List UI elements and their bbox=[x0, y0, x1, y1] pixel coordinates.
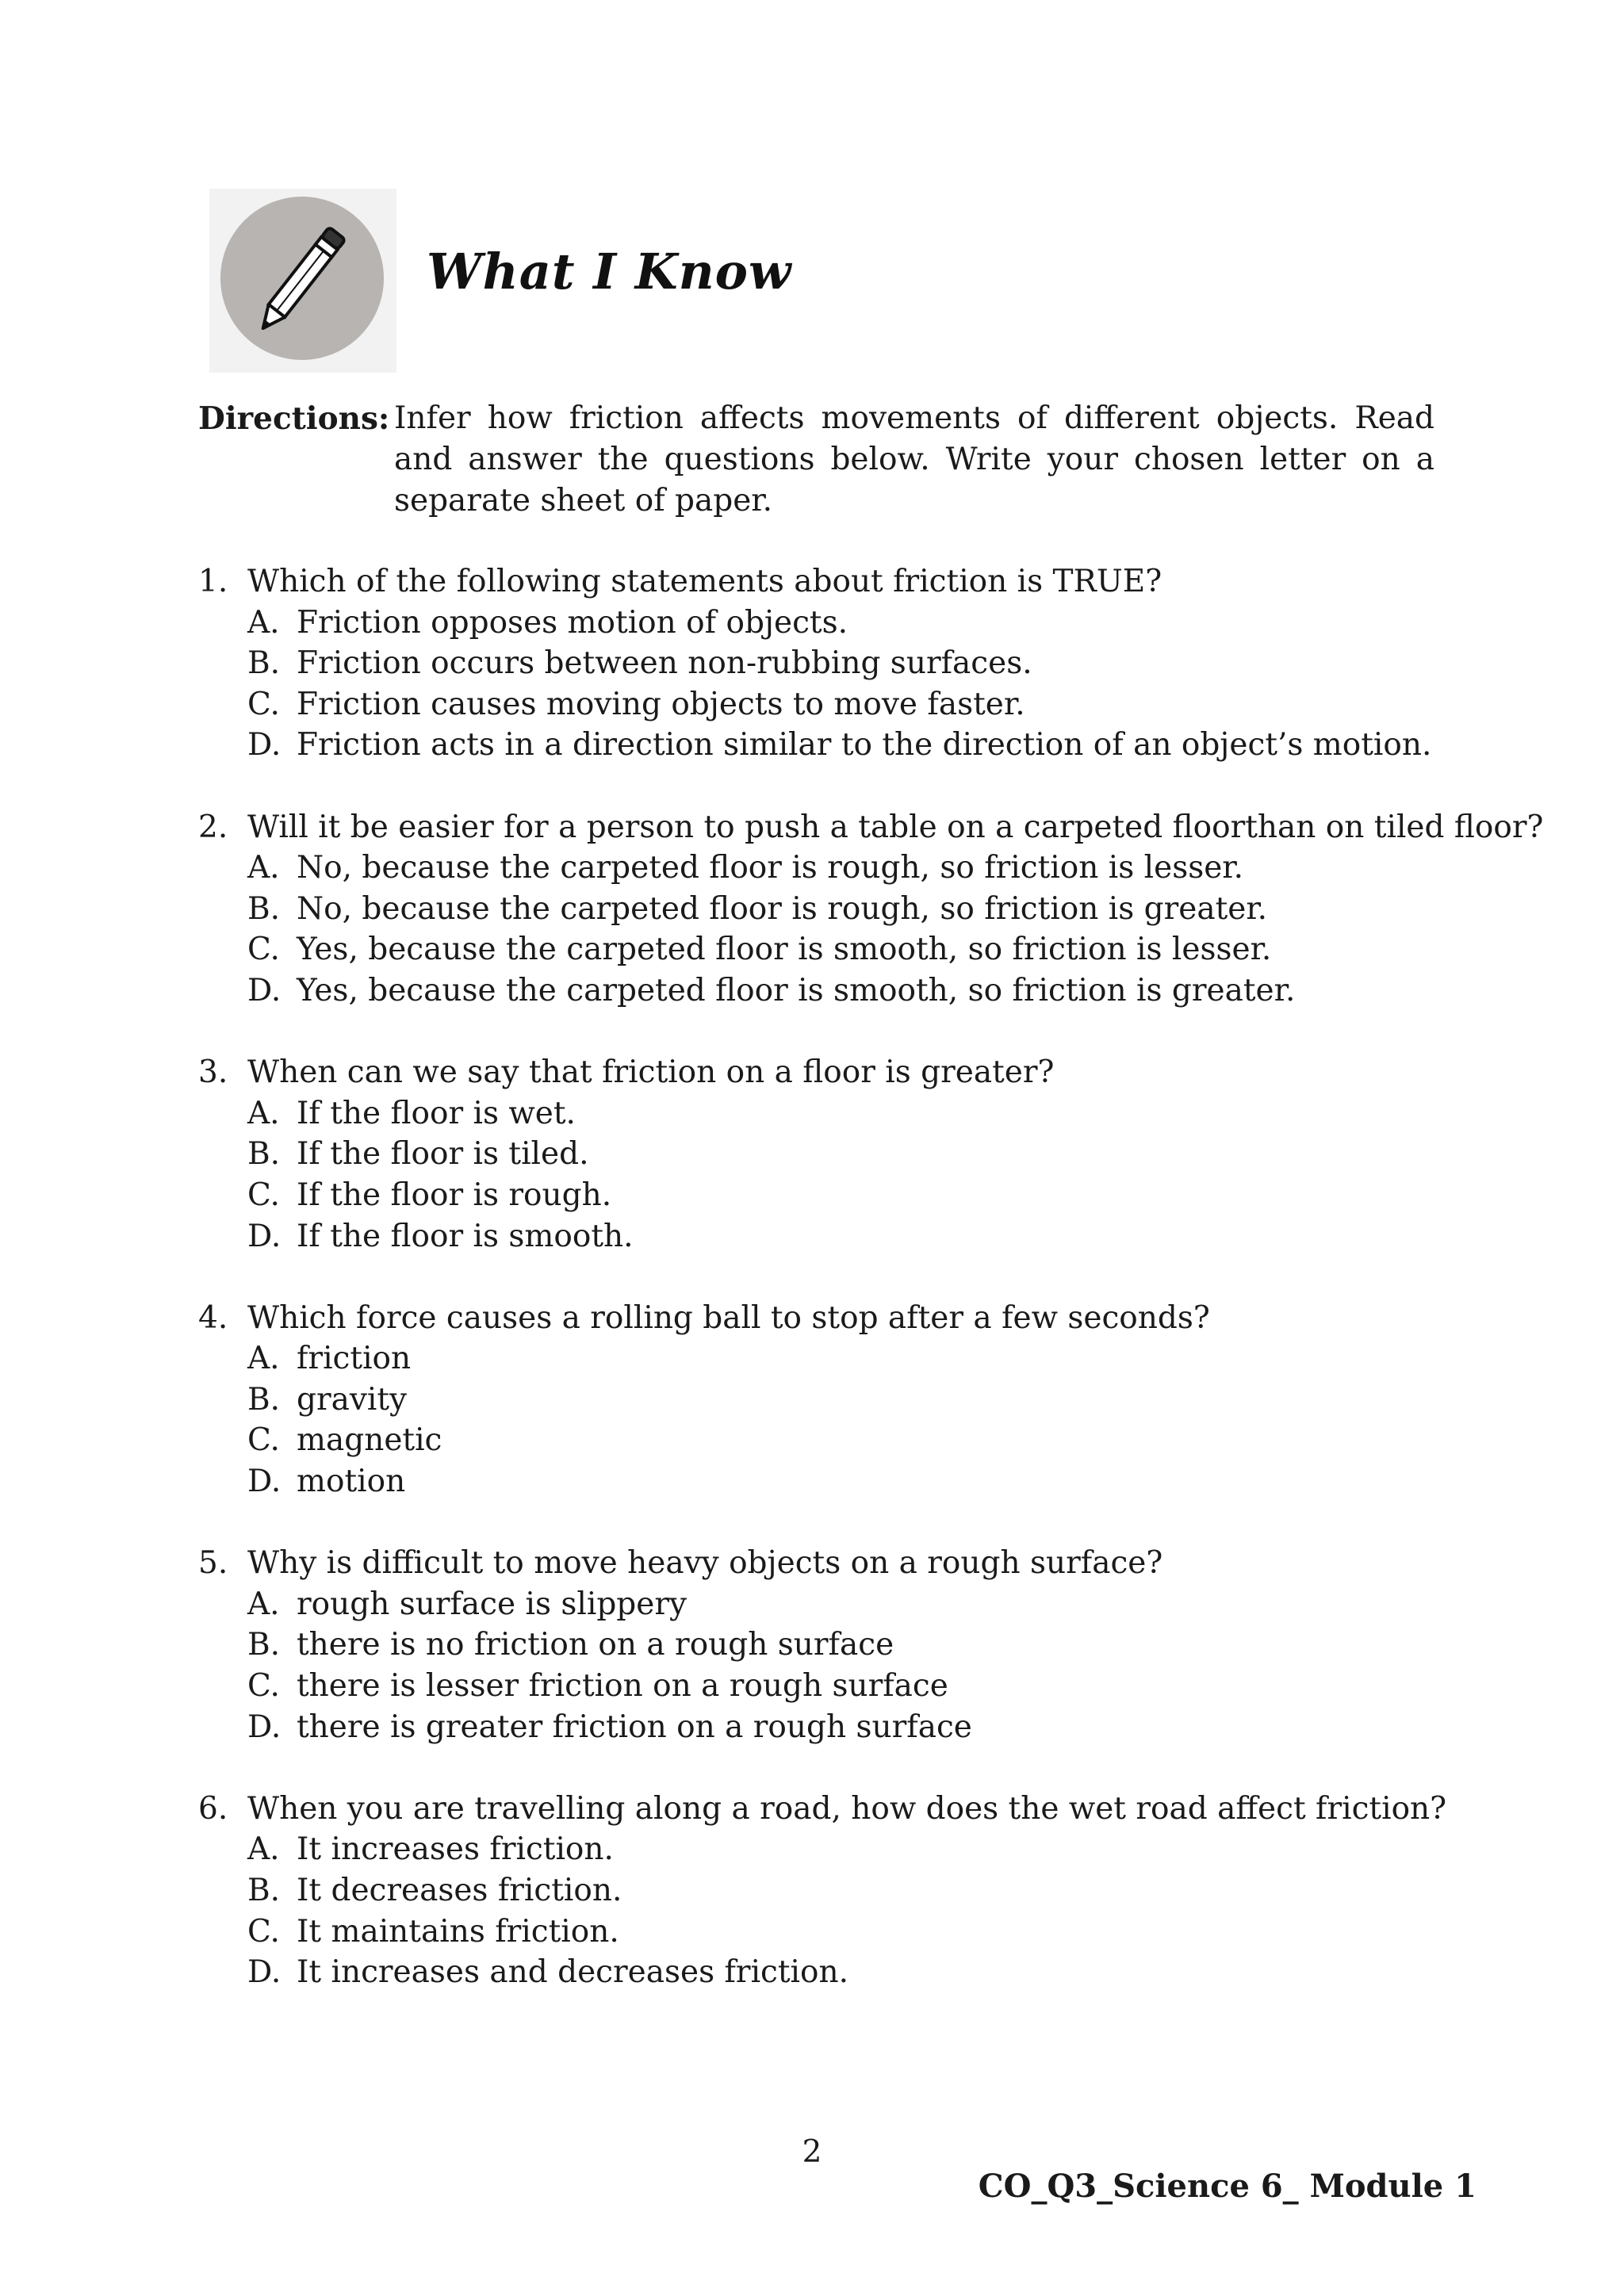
choice-letter: A. bbox=[247, 604, 280, 641]
choice-letter: D. bbox=[247, 1954, 282, 1991]
question-text: When can we say that friction on a floor is greater? bbox=[247, 1054, 1055, 1091]
question-number: 4. bbox=[198, 1299, 228, 1336]
question-number: 1. bbox=[198, 564, 228, 599]
choice-a bbox=[198, 1584, 1451, 1625]
choice-text: If the floor is tiled. bbox=[297, 1136, 589, 1173]
question-text: Which force causes a rolling ball to stop after a few seconds? bbox=[247, 1299, 1210, 1336]
choice-letter: C. bbox=[247, 932, 280, 968]
pencil-icon bbox=[220, 197, 384, 360]
choice-a bbox=[198, 1829, 1451, 1870]
module-code: CO_Q3_Science 6_ Module 1 bbox=[978, 2168, 1477, 2205]
question-list bbox=[198, 561, 1544, 2034]
choice-c bbox=[198, 1666, 1451, 1707]
directions-label: Directions: bbox=[198, 400, 390, 437]
choice-b bbox=[198, 1380, 1451, 1421]
choice-letter: D. bbox=[247, 972, 282, 1008]
choice-letter: B. bbox=[247, 1136, 281, 1173]
question-number: 5. bbox=[198, 1545, 228, 1582]
pencil-icon-badge bbox=[209, 189, 396, 373]
choice-a bbox=[198, 848, 1451, 889]
choice-letter: D. bbox=[247, 1218, 282, 1254]
choice-letter: C. bbox=[247, 686, 280, 722]
choice-letter: C. bbox=[247, 1422, 280, 1459]
choice-letter: A. bbox=[247, 1095, 280, 1131]
choice-b bbox=[198, 643, 1451, 684]
choice-c bbox=[198, 1175, 1451, 1216]
choice-letter: B. bbox=[247, 1873, 281, 1908]
page-number: 2 bbox=[802, 2134, 822, 2170]
choice-letter: D. bbox=[247, 1709, 282, 1745]
choice-text: friction bbox=[297, 1341, 412, 1377]
question-text: Will it be easier for a person to push a table on a carpeted floorthan on tiled floor? bbox=[247, 809, 1544, 845]
choice-text: It increases friction. bbox=[297, 1831, 614, 1868]
choice-d bbox=[198, 725, 1451, 766]
choice-letter: A. bbox=[247, 850, 280, 886]
choice-d bbox=[198, 1216, 1451, 1257]
choice-text: Friction opposes motion of objects. bbox=[297, 604, 848, 641]
choice-text: magnetic bbox=[297, 1422, 442, 1459]
choice-letter: A. bbox=[247, 1341, 280, 1377]
question-number: 2. bbox=[198, 809, 228, 845]
choice-b bbox=[198, 1134, 1451, 1175]
choice-c bbox=[198, 1420, 1451, 1461]
question-text: When you are travelling along a road, how does the wet road affect friction? bbox=[247, 1790, 1447, 1827]
choice-d bbox=[198, 1461, 1451, 1502]
question-text: Which of the following statements about friction is TRUE? bbox=[247, 564, 1162, 599]
choice-text: Yes, because the carpeted floor is smooth, so friction is lesser. bbox=[297, 932, 1272, 968]
choice-text: Friction acts in a direction similar to the direction of an object’s motion. bbox=[297, 727, 1432, 763]
choice-d bbox=[198, 970, 1451, 1012]
choice-text: No, because the carpeted floor is rough, so friction is lesser. bbox=[297, 850, 1244, 886]
question-6 bbox=[198, 1789, 1451, 1993]
choice-c bbox=[198, 684, 1451, 725]
question-2 bbox=[198, 807, 1544, 1012]
choice-letter: A. bbox=[247, 1586, 280, 1622]
question-3 bbox=[198, 1052, 1451, 1257]
question-5 bbox=[198, 1543, 1451, 1747]
choice-text: If the floor is smooth. bbox=[297, 1218, 634, 1254]
choice-b bbox=[198, 1870, 1451, 1911]
question-4 bbox=[198, 1298, 1451, 1502]
choice-c bbox=[198, 1911, 1451, 1953]
choice-letter: C. bbox=[247, 1177, 280, 1213]
choice-text: motion bbox=[297, 1464, 406, 1500]
choice-d bbox=[198, 1707, 1451, 1748]
choice-text: If the floor is wet. bbox=[297, 1095, 576, 1131]
choice-b bbox=[198, 889, 1451, 930]
choice-a bbox=[198, 1093, 1451, 1135]
choice-b bbox=[198, 1624, 1451, 1666]
choice-text: there is greater friction on a rough surface bbox=[297, 1709, 972, 1745]
choice-d bbox=[198, 1952, 1451, 1993]
choice-letter: B. bbox=[247, 1381, 281, 1418]
choice-text: It maintains friction. bbox=[297, 1913, 619, 1950]
choice-letter: C. bbox=[247, 1668, 280, 1705]
choice-letter: B. bbox=[247, 890, 281, 927]
question-number: 3. bbox=[198, 1054, 228, 1091]
question-number: 6. bbox=[198, 1790, 228, 1827]
choice-text: Friction causes moving objects to move faster. bbox=[297, 686, 1025, 722]
choice-a bbox=[198, 603, 1451, 644]
choice-text: Friction occurs between non-rubbing surfaces. bbox=[297, 645, 1032, 682]
choice-letter: D. bbox=[247, 727, 282, 763]
choice-text: No, because the carpeted floor is rough, so friction is greater. bbox=[297, 890, 1268, 927]
directions-block bbox=[198, 398, 1435, 522]
choice-letter: D. bbox=[247, 1464, 282, 1500]
question-text: Why is difficult to move heavy objects on a rough surface? bbox=[247, 1545, 1163, 1582]
choice-letter: A. bbox=[247, 1831, 280, 1868]
choice-text: Yes, because the carpeted floor is smooth, so friction is greater. bbox=[297, 972, 1296, 1008]
choice-letter: B. bbox=[247, 645, 281, 682]
section-title: What I Know bbox=[427, 243, 792, 300]
choice-text: there is lesser friction on a rough surface bbox=[297, 1668, 948, 1705]
directions-text: Infer how friction affects movements of different objects. Read and answer the questions below. Write your chosen letter on a separate sheet of paper. bbox=[394, 400, 1434, 519]
choice-letter: B. bbox=[247, 1627, 281, 1663]
choice-text: It increases and decreases friction. bbox=[297, 1954, 849, 1991]
choice-text: rough surface is slippery bbox=[297, 1586, 688, 1622]
choice-letter: C. bbox=[247, 1913, 280, 1950]
choice-a bbox=[198, 1338, 1451, 1380]
question-1 bbox=[198, 561, 1451, 766]
choice-text: It decreases friction. bbox=[297, 1873, 622, 1908]
choice-text: gravity bbox=[297, 1381, 408, 1418]
choice-text: If the floor is rough. bbox=[297, 1177, 612, 1213]
choice-c bbox=[198, 929, 1451, 970]
choice-text: there is no friction on a rough surface bbox=[297, 1627, 894, 1663]
